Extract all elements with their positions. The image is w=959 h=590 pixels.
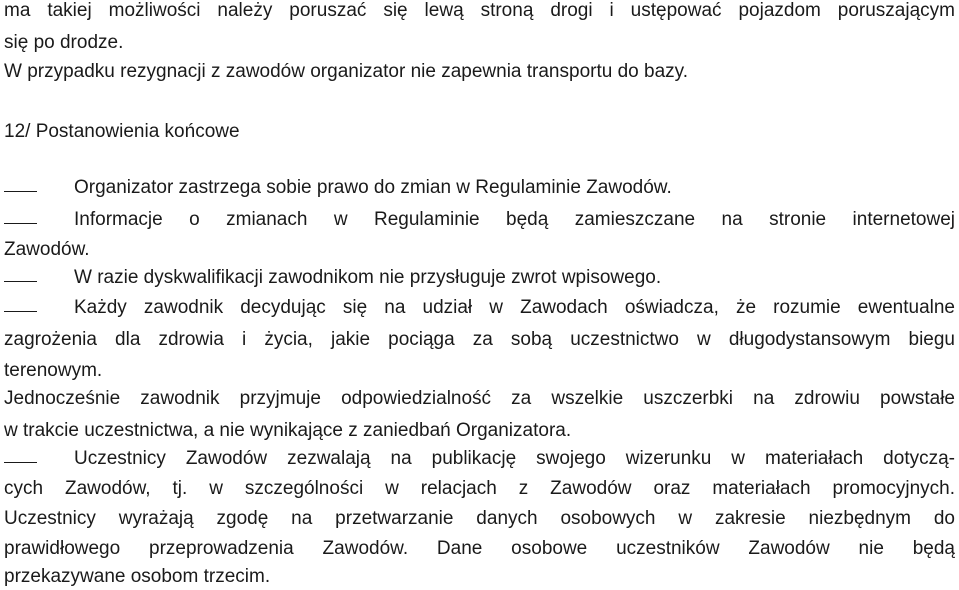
list-item-continuation: Zawodów. (4, 239, 90, 260)
paragraph-line: Jednocześnie zawodnik przyjmuje odpowiedzialność za wszelkie uszczerbki na zdrowiu powstałe (4, 388, 955, 409)
list-item-continuation: cych Zawodów, tj. w szczególności w relacjach z Zawodów oraz materiałach promocyjnych. (4, 478, 955, 499)
text-line: W przypadku rezygnacji z zawodów organizator nie zapewnia transportu do bazy. (4, 61, 688, 82)
text-line: się po drodze. (4, 32, 124, 53)
list-item: Uczestnicy Zawodów zezwalają na publikację swojego wizerunku w materiałach dotyczą- (74, 448, 955, 469)
list-item: Każdy zawodnik decydując się na udział w Zawodach oświadcza, że rozumie ewentualne (74, 297, 955, 318)
text-line: ma takiej możliwości należy poruszać się lewą stroną drogi i ustępować pojazdom poruszającym (4, 0, 955, 21)
bullet-dash (4, 223, 37, 224)
paragraph-line: prawidłowego przeprowadzenia Zawodów. Dane osobowe uczestników Zawodów nie będą (4, 538, 955, 559)
list-item: Informacje o zmianach w Regulaminie będą zamieszczane na stronie internetowej (74, 209, 955, 230)
section-heading: 12/ Postanowienia końcowe (4, 121, 240, 142)
list-item-continuation: terenowym. (4, 360, 103, 381)
bullet-dash (4, 311, 37, 312)
paragraph-line: przekazywane osobom trzecim. (4, 566, 271, 587)
paragraph-line: w trakcie uczestnictwa, a nie wynikające z zaniedbań Organizatora. (4, 420, 572, 441)
bullet-dash (4, 191, 37, 192)
list-item: Organizator zastrzega sobie prawo do zmian w Regulaminie Zawodów. (74, 177, 672, 198)
bullet-dash (4, 462, 37, 463)
list-item: W razie dyskwalifikacji zawodnikom nie przysługuje zwrot wpisowego. (74, 267, 662, 288)
list-item-continuation: zagrożenia dla zdrowia i życia, jakie pociąga za sobą uczestnictwo w długodystansowym biegu (4, 329, 955, 350)
paragraph-line: Uczestnicy wyrażają zgodę na przetwarzanie danych osobowych w zakresie niezbędnym do (4, 508, 955, 529)
bullet-dash (4, 281, 37, 282)
